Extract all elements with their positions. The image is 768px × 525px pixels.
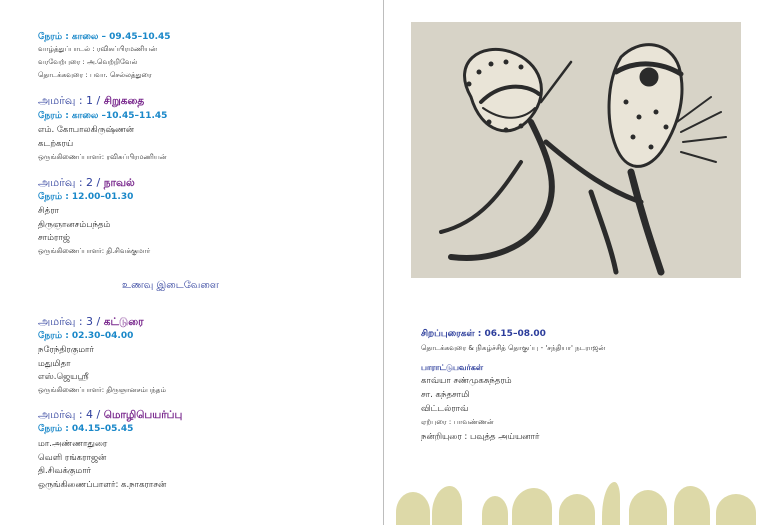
left-page bbox=[0, 0, 383, 525]
leaf-decoration bbox=[602, 482, 620, 525]
session-1-heading: அமர்வு : 1 / சிறுகதை bbox=[38, 94, 145, 107]
session-4-time: நேரம் : 04.15–05.45 bbox=[38, 424, 134, 434]
session-2-speaker-1: சித்ரா bbox=[38, 206, 60, 216]
vote-of-thanks: நன்றியுரை : பவுத்த அய்யனார் bbox=[421, 432, 540, 442]
session-4-speaker-2: வெளி ரங்கராஜன் bbox=[38, 453, 107, 463]
session-2-speaker-3: சாம்ராஜ் bbox=[38, 233, 70, 243]
session-2-heading: அமர்வு : 2 / நாவல் bbox=[38, 176, 135, 189]
leaf-decoration bbox=[512, 488, 552, 525]
felicitator-1: காவ்யா சண்முகசுந்தரம் bbox=[421, 376, 512, 386]
session-1-coordinator: ஒருங்கிணைப்பாளர்: ரவிசுப்பிரமணியன் bbox=[38, 153, 167, 161]
session-3-speaker-2: மதுமிதா bbox=[38, 359, 71, 369]
leaf-decoration bbox=[559, 494, 595, 525]
opening-line-3: தொடக்கவுரை : பவா. செல்லத்துரை bbox=[38, 71, 152, 79]
leaf-decoration bbox=[396, 492, 430, 525]
leaf-decoration bbox=[716, 494, 756, 525]
session-3-coordinator: ஒருங்கிணைப்பாளர்: திருஞானசம்பந்தம் bbox=[38, 386, 166, 394]
session-2-time: நேரம் : 12.00–01.30 bbox=[38, 192, 134, 202]
leaf-decoration bbox=[482, 496, 508, 525]
session-1-speaker-1: எம். கோபாலகிருஷ்ணன் bbox=[38, 125, 135, 135]
session-3-speaker-3: எஸ்.ஜெயஸ்ரீ bbox=[38, 372, 89, 382]
opening-line-1: வாழ்த்துப்பாடல் : ரவிசுப்பிரமணியன் bbox=[38, 45, 158, 53]
special-subtitle: தொடக்கவுரை & நிகழ்ச்சித் தொகுப்பு - 'சந்தியா' நடராஜன் bbox=[421, 344, 606, 352]
session-4-speaker-1: மா.அண்ணாதுரை bbox=[38, 439, 108, 449]
session-4-speaker-3: தி.சிவக்குமார் bbox=[38, 466, 92, 476]
illustration bbox=[411, 22, 741, 278]
session-2-speaker-2: திருஞானசம்பந்தம் bbox=[38, 220, 111, 230]
leaf-decoration bbox=[629, 490, 667, 525]
leaf-decoration bbox=[432, 486, 462, 525]
session-2-coordinator: ஒருங்கிணைப்பாளர்: தி.சிவக்குமார் bbox=[38, 247, 151, 255]
session-3-heading: அமர்வு : 3 / கட்டுரை bbox=[38, 315, 144, 328]
felicitators-heading: பாராட்டுபவர்கள் bbox=[421, 363, 484, 372]
felicitator-2: சா. கந்தசாமி bbox=[421, 390, 470, 400]
session-4-coordinator: ஒருங்கிணைப்பாளர்: க.நாகராசன் bbox=[38, 480, 167, 490]
felicitator-3: விட்டல்ராவ் bbox=[421, 404, 469, 414]
session-1-time: நேரம் : காலை –10.45–11.45 bbox=[38, 111, 168, 121]
opening-line-2: வரவேற்புரை : அ.வெற்றிவேல் bbox=[38, 58, 138, 66]
acceptance-speech: ஏற்புரை : பாவண்ணன் bbox=[421, 418, 494, 426]
session-3-time: நேரம் : 02.30–04.00 bbox=[38, 331, 134, 341]
abstract-figure-drawing bbox=[411, 22, 741, 278]
session-1-speaker-2: கடற்கரய் bbox=[38, 139, 74, 149]
session-4-heading: அமர்வு : 4 / மொழிபெயர்ப்பு bbox=[38, 408, 183, 421]
opening-time: நேரம் : காலை – 09.45–10.45 bbox=[38, 32, 171, 42]
lunch-break: உணவு இடைவேளை bbox=[122, 280, 219, 291]
special-heading: சிறப்புரைகள் : 06.15–08.00 bbox=[421, 329, 546, 339]
session-3-speaker-1: நரேந்திரகுமார் bbox=[38, 345, 94, 355]
right-page bbox=[384, 0, 768, 525]
leaf-decoration bbox=[674, 486, 710, 525]
